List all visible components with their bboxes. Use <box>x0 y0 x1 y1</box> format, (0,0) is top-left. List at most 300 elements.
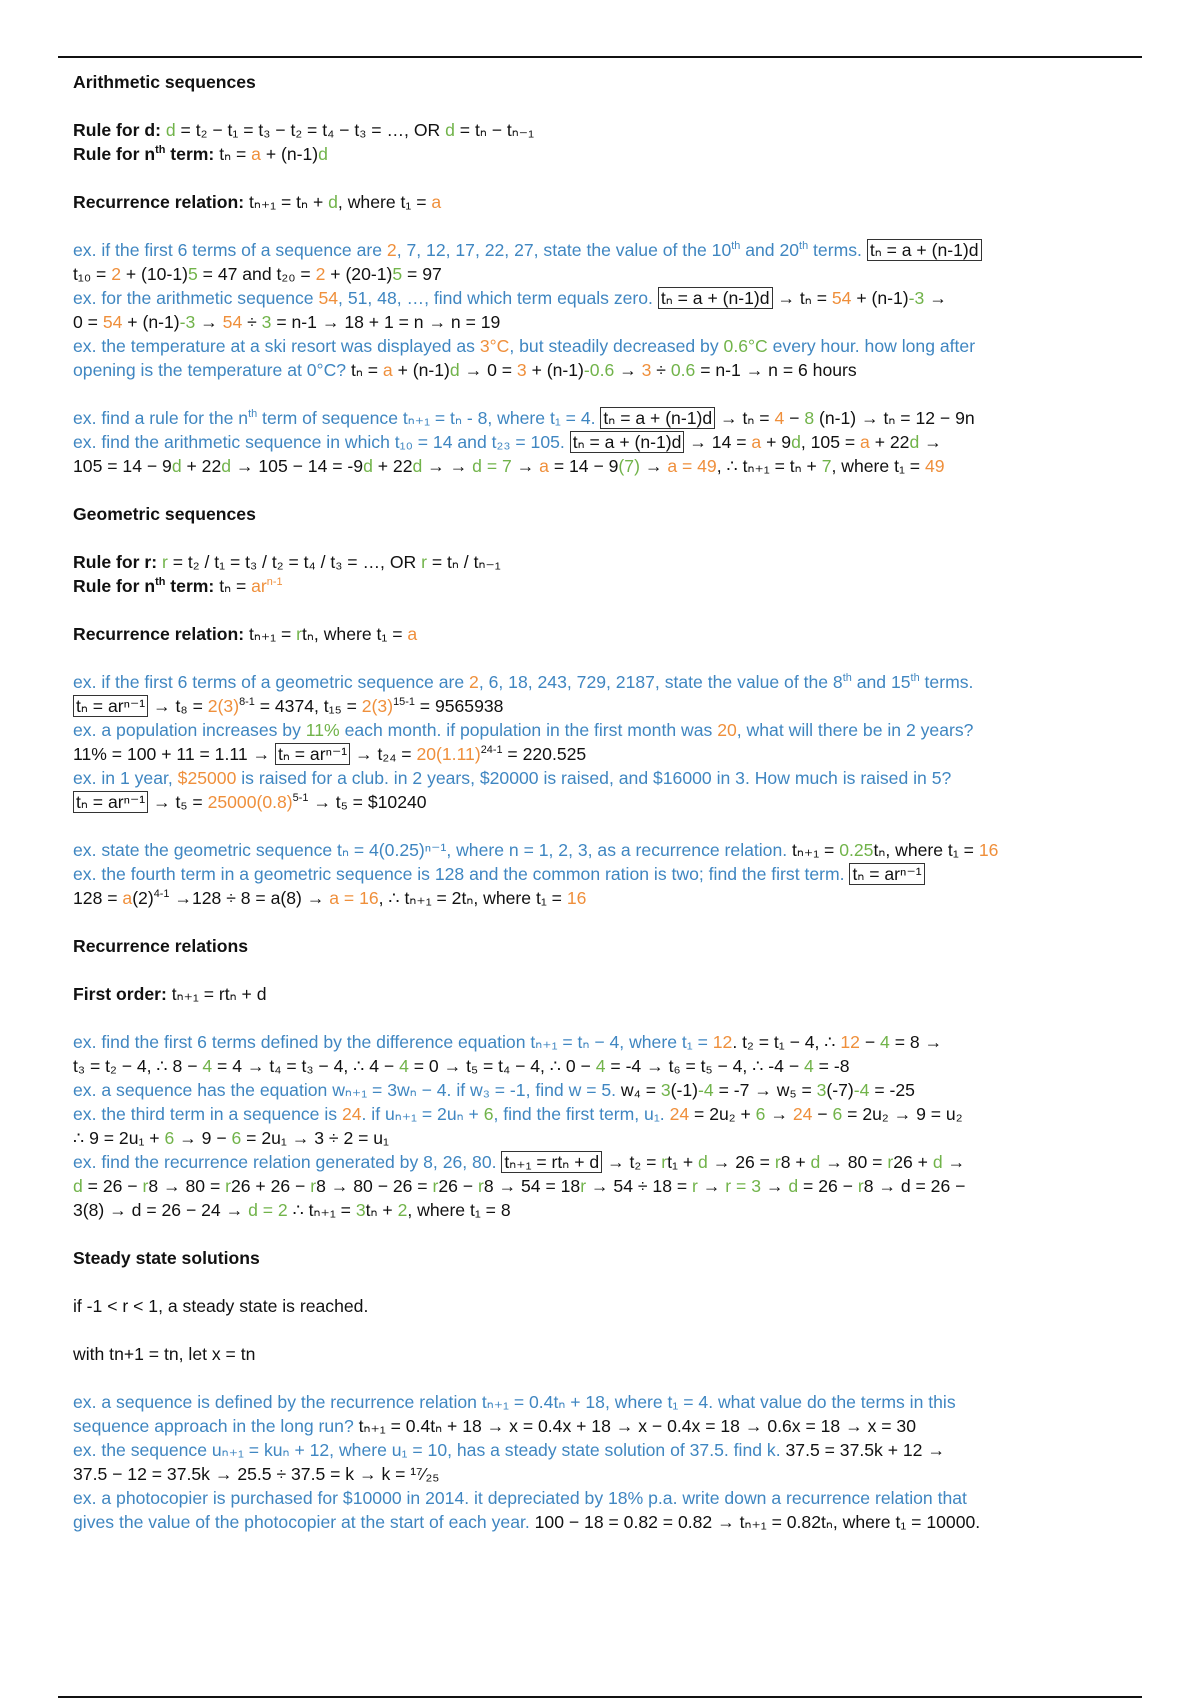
text-segment: 8 + <box>780 1152 811 1172</box>
text-segment: 3 <box>816 1080 827 1100</box>
text-segment: → <box>924 288 947 308</box>
text-segment: ÷ <box>651 360 671 380</box>
text-segment: ex. find the first 6 terms defined by the difference equation tₙ₊₁ = tₙ − 4, where t₁ = <box>73 1032 713 1052</box>
spacer <box>73 1006 1133 1030</box>
note-line <box>73 1102 1133 1126</box>
text-segment: + (n-1) <box>392 360 450 380</box>
text-segment: = t₂ − t₁ = t₃ − t₂ = t₄ − t₃ = …, OR <box>175 120 446 140</box>
text-segment: Arithmetic sequences <box>73 72 256 92</box>
text-segment: = 4 → t₄ = t₃ − 4, ∴ 4 − <box>212 1056 400 1076</box>
text-segment: 12 <box>840 1032 860 1052</box>
text-segment: = 0 → t₅ = t₄ − 4, ∴ 0 − <box>408 1056 596 1076</box>
text-segment: ex. for the arithmetic sequence <box>73 288 319 308</box>
text-segment: , 105 = <box>800 432 861 452</box>
text-segment: , ∴ tₙ₊₁ = tₙ + <box>716 456 822 476</box>
note-line <box>73 766 1133 790</box>
text-segment: sequence approach in the long run? <box>73 1416 359 1436</box>
text-segment: , where t₁ = <box>831 456 925 476</box>
text-segment: -4 <box>853 1080 870 1100</box>
text-segment: ex. a sequence has the equation wₙ₊₁ = 3wₙ − 4. if w₃ = -1, find w = 5. <box>73 1080 621 1100</box>
text-segment: is raised for a club. in 2 years, $20000 is raised, and $16000 in 3. How much is raised in 5? <box>236 768 952 788</box>
text-segment: tₙ, where t₁ = <box>302 624 408 644</box>
note-line <box>73 430 1133 454</box>
note-line <box>73 334 1133 358</box>
text-segment: ÷ <box>242 312 262 332</box>
text-segment: 11% = 100 + 11 = 1.11 → <box>73 744 275 764</box>
text-segment: 3°C <box>479 336 510 356</box>
text-segment: -3 <box>179 312 196 332</box>
text-segment: Recurrence relation: <box>73 624 249 644</box>
text-segment: r = 3 <box>725 1176 761 1196</box>
note-line <box>73 886 1133 910</box>
text-segment: tₙ = <box>219 144 252 164</box>
note-line <box>73 550 1133 574</box>
text-segment: → 26 = <box>707 1152 775 1172</box>
text-segment: → <box>697 1176 726 1196</box>
note-line <box>73 310 1133 334</box>
text-segment: = 2u₂ + <box>689 1104 756 1124</box>
text-segment: terms. <box>808 240 867 260</box>
text-segment: a <box>860 432 870 452</box>
note-line <box>73 1030 1133 1054</box>
text-segment: a <box>751 432 762 452</box>
text-segment: (2) <box>132 888 154 908</box>
text-segment: = 2u₂ → 9 = u₂ <box>842 1104 963 1124</box>
text-segment: -3 <box>908 288 925 308</box>
text-segment: → <box>195 312 223 332</box>
text-segment: , ∴ tₙ₊₁ = 2tₙ, where t₁ = <box>378 888 567 908</box>
text-segment: . if uₙ₊₁ = 2uₙ + <box>361 1104 484 1124</box>
text-segment: ex. the third term in a sequence is <box>73 1104 342 1124</box>
section-heading <box>73 934 1133 958</box>
text-segment: ∴ tₙ₊₁ = <box>287 1200 356 1220</box>
text-segment: 2 <box>315 264 326 284</box>
text-segment: terms. <box>919 672 974 692</box>
text-segment: 8 → 54 = 18 <box>483 1176 581 1196</box>
text-segment: (7) <box>618 456 640 476</box>
text-segment: 2 <box>111 264 121 284</box>
text-segment: , 7, 12, 17, 22, 27, state the value of the 10 <box>396 240 732 260</box>
spacer <box>73 1318 1133 1342</box>
text-segment: (-1) <box>670 1080 699 1100</box>
text-segment: ex. if the first 6 terms of a geometric sequence are <box>73 672 470 692</box>
text-segment: n-1 <box>266 576 283 589</box>
text-segment: → t₅ = $10240 <box>308 792 427 812</box>
text-segment: 6 <box>832 1104 843 1124</box>
text-segment: , but steadily decreased by <box>509 336 724 356</box>
text-segment: 16 <box>978 840 999 860</box>
text-segment: = -25 <box>869 1080 915 1100</box>
text-segment: → <box>511 456 540 476</box>
text-segment: ex. the temperature at a ski resort was displayed as <box>73 336 480 356</box>
text-segment: -0.6 <box>583 360 615 380</box>
text-segment: → t₂ = <box>602 1152 662 1172</box>
text-segment: + 9 <box>761 432 792 452</box>
text-segment: + (n-1) <box>122 312 180 332</box>
text-segment: tₙ₊₁ = 0.4tₙ + 18 → x = 0.4x + 18 → x − 0.4x = 18 → 0.6x = 18 → x = 30 <box>358 1416 916 1436</box>
note-line <box>73 1174 1133 1198</box>
text-segment: d <box>810 1152 821 1172</box>
note-line <box>73 406 1133 430</box>
text-segment: 7 <box>821 456 832 476</box>
spacer <box>73 910 1133 934</box>
note-line <box>73 862 1133 886</box>
text-segment: ∴ 9 = 2u₁ + <box>73 1128 165 1148</box>
text-segment: 100 − 18 = 0.82 = 0.82 → tₙ₊₁ = 0.82tₙ, where t₁ = 10000. <box>534 1512 981 1532</box>
text-segment: 8-1 <box>239 696 255 709</box>
text-segment: Recurrence relation: <box>73 192 249 212</box>
spacer <box>73 94 1133 118</box>
text-segment: 54 <box>222 312 243 332</box>
text-segment: th <box>155 576 166 589</box>
text-segment: th <box>799 240 809 253</box>
note-line <box>73 262 1133 286</box>
text-segment: gives the value of the photocopier at the start of each year. <box>73 1512 535 1532</box>
text-segment: tₙ₊₁ = rtₙ + d <box>171 984 267 1004</box>
text-segment: 4 <box>202 1056 213 1076</box>
text-segment: = tₙ − tₙ₋₁ <box>454 120 535 140</box>
text-segment: 24 <box>669 1104 690 1124</box>
text-segment: d <box>412 456 423 476</box>
text-segment: and 15 <box>851 672 911 692</box>
bottom-rule <box>58 1696 1142 1698</box>
text-segment: = 47 and t₂₀ = <box>197 264 316 284</box>
spacer <box>73 382 1133 406</box>
text-segment: 20 <box>717 720 737 740</box>
note-line <box>73 190 1133 214</box>
text-segment: = 26 − <box>798 1176 858 1196</box>
text-segment: r <box>661 1152 668 1172</box>
note-line <box>73 742 1133 766</box>
note-line <box>73 622 1133 646</box>
section-heading <box>73 70 1133 94</box>
text-segment: + (n-1) <box>526 360 584 380</box>
text-segment: 24 <box>792 1104 813 1124</box>
text-segment: ex. find the arithmetic sequence in which t₁₀ = 14 and t₂₃ = 105. <box>73 432 570 452</box>
formula-box: tₙ₊₁ = rtₙ + d <box>501 1151 602 1173</box>
text-segment: → → <box>422 456 473 476</box>
text-segment: Recurrence relations <box>73 936 249 956</box>
formula-box: tₙ = a + (n-1)d <box>867 239 982 261</box>
text-segment: = 9565938 <box>414 696 504 716</box>
formula-box: tₙ = a + (n-1)d <box>570 431 685 453</box>
section-heading <box>73 1246 1133 1270</box>
text-segment: d <box>909 432 920 452</box>
note-line <box>73 574 1133 598</box>
text-segment: 49 <box>924 456 945 476</box>
text-segment: 54 <box>318 288 339 308</box>
text-segment: 37.5 = 37.5k + 12 → <box>785 1440 945 1460</box>
text-segment: 128 = <box>73 888 123 908</box>
text-segment: → <box>765 1104 793 1124</box>
text-segment: 4 <box>595 1056 606 1076</box>
text-segment: ar <box>251 576 267 596</box>
text-segment: + (10-1) <box>120 264 188 284</box>
text-segment: 2(3) <box>207 696 240 716</box>
text-segment: th <box>842 672 852 685</box>
text-segment: r <box>857 1176 864 1196</box>
text-segment: d <box>791 432 801 452</box>
text-segment: opening is the temperature at 0°C? <box>73 360 351 380</box>
note-line <box>73 1150 1133 1174</box>
text-segment: → 54 ÷ 18 = <box>586 1176 693 1196</box>
text-segment: tₙ = <box>350 360 383 380</box>
text-segment: ex. the fourth term in a geometric sequence is 128 and the common ration is two; find the first term. <box>73 864 850 884</box>
text-segment: d <box>698 1152 708 1172</box>
text-segment: every hour. how long after <box>767 336 976 356</box>
text-segment: 25000(0.8) <box>207 792 293 812</box>
text-segment: Rule for r: <box>73 552 162 572</box>
text-segment: 8 → 80 − 26 = <box>316 1176 433 1196</box>
text-segment: 4-1 <box>153 888 170 901</box>
text-segment: 6 <box>231 1128 242 1148</box>
text-segment: = n-1 → n = 6 hours <box>695 360 857 380</box>
spacer <box>73 166 1133 190</box>
note-line <box>73 1054 1133 1078</box>
text-segment: ex. find a rule for the n <box>73 408 249 428</box>
note-line <box>73 1198 1133 1222</box>
text-segment: and 20 <box>740 240 800 260</box>
text-segment: t₃ = t₂ − 4, ∴ 8 − <box>73 1056 203 1076</box>
text-segment: d <box>449 360 460 380</box>
text-segment: $25000 <box>177 768 237 788</box>
text-segment: Rule for d: <box>73 120 166 140</box>
text-segment: d <box>221 456 232 476</box>
text-segment: →128 ÷ 8 = a(8) → <box>169 888 330 908</box>
note-line <box>73 454 1133 478</box>
text-segment: 0.25 <box>839 840 874 860</box>
text-segment: each month. if population in the first month was <box>339 720 718 740</box>
note-line <box>73 1438 1133 1462</box>
top-rule <box>58 56 1142 58</box>
text-segment: term: <box>165 576 220 596</box>
text-segment: = -4 → t₆ = t₅ − 4, ∴ -4 − <box>605 1056 804 1076</box>
text-segment: th <box>248 408 258 421</box>
text-segment: 0.6 <box>670 360 696 380</box>
text-segment: d <box>318 144 328 164</box>
text-segment: r <box>774 1152 781 1172</box>
text-segment: ex. find the recurrence relation generated by 8, 26, 80. <box>73 1152 502 1172</box>
text-segment: → tₙ = <box>715 408 775 428</box>
text-segment: = 2u₁ → 3 ÷ 2 = u₁ <box>241 1128 389 1148</box>
text-segment: a <box>407 624 418 644</box>
text-segment: d <box>328 192 338 212</box>
note-line <box>73 694 1133 718</box>
text-segment: a <box>539 456 549 476</box>
text-segment: d = 2 <box>248 1200 288 1220</box>
text-segment: r <box>225 1176 231 1196</box>
text-segment: = 8 → <box>889 1032 943 1052</box>
text-segment: r <box>421 552 427 572</box>
text-segment: = 14 − 9 <box>548 456 619 476</box>
text-segment: Rule for n <box>73 144 156 164</box>
text-segment: w₄ = <box>620 1080 661 1100</box>
text-segment: if -1 < r < 1, a steady state is reached. <box>73 1296 369 1316</box>
text-segment: ex. in 1 year, <box>73 768 178 788</box>
text-segment: 26 + 26 − <box>230 1176 311 1196</box>
text-segment: term of sequence tₙ₊₁ = tₙ - 8, where t₁ = 4. <box>257 408 601 428</box>
note-line <box>73 718 1133 742</box>
text-segment: 5 <box>392 264 403 284</box>
text-segment: First order: <box>73 984 172 1004</box>
text-segment: d <box>363 456 373 476</box>
text-segment: th <box>731 240 741 253</box>
text-segment: th <box>155 144 166 157</box>
text-segment: -4 <box>698 1080 714 1100</box>
note-line <box>73 1486 1133 1510</box>
spacer <box>73 1366 1133 1390</box>
text-segment: → 80 = <box>820 1152 888 1172</box>
text-segment: 3 <box>355 1200 366 1220</box>
text-segment: 2 <box>469 672 479 692</box>
text-segment: 26 + <box>893 1152 933 1172</box>
text-segment: tₙ + <box>365 1200 398 1220</box>
note-line <box>73 1510 1133 1534</box>
text-segment: − <box>784 408 805 428</box>
text-segment: + 22 <box>181 456 222 476</box>
spacer <box>73 814 1133 838</box>
text-segment: = n-1 → 18 + 1 = n → n = 19 <box>271 312 501 332</box>
text-segment: − <box>859 1032 881 1052</box>
text-segment: 20(1.11) <box>416 744 481 764</box>
text-segment: d <box>932 1152 943 1172</box>
text-segment: , 6, 18, 243, 729, 2187, state the value of the 8 <box>478 672 843 692</box>
note-line <box>73 982 1133 1006</box>
text-segment: 6 <box>755 1104 766 1124</box>
text-segment: + (n-1) <box>851 288 909 308</box>
text-segment: → <box>614 360 642 380</box>
text-segment: 11% <box>305 720 340 740</box>
spacer <box>73 1270 1133 1294</box>
text-segment: d <box>445 120 455 140</box>
formula-box: tₙ = a + (n-1)d <box>658 287 773 309</box>
text-segment: → 14 = <box>684 432 752 452</box>
text-segment: 26 − <box>438 1176 478 1196</box>
text-segment: → tₙ = <box>772 288 832 308</box>
text-segment: → 9 − <box>174 1128 232 1148</box>
text-segment: = tₙ / tₙ₋₁ <box>426 552 501 572</box>
text-segment: → <box>919 432 942 452</box>
text-segment: a <box>382 360 393 380</box>
text-segment: Geometric sequences <box>73 504 256 524</box>
note-line <box>73 670 1133 694</box>
text-segment: 8 → 80 = <box>148 1176 226 1196</box>
text-segment: − <box>812 1104 833 1124</box>
text-segment: 3 <box>516 360 527 380</box>
text-segment: r <box>432 1176 439 1196</box>
text-segment: → 105 − 14 = -9 <box>231 456 364 476</box>
spacer <box>73 1222 1133 1246</box>
text-segment: a <box>122 888 133 908</box>
text-segment: Rule for n <box>73 576 156 596</box>
text-segment: t₁ + <box>667 1152 699 1172</box>
spacer <box>73 598 1133 622</box>
text-segment: = t₂ / t₁ = t₃ / t₂ = t₄ / t₃ = …, OR <box>167 552 422 572</box>
text-segment: = 4374, t₁₅ = <box>254 696 362 716</box>
text-segment: 8 <box>804 408 815 428</box>
note-line <box>73 358 1133 382</box>
text-segment: (-7) <box>826 1080 854 1100</box>
text-segment: ex. a photocopier is purchased for $10000 in 2014. it depreciated by 18% p.a. write down a recurrence relation that <box>73 1488 967 1508</box>
text-segment: r <box>580 1176 587 1196</box>
text-segment: tₙ₊₁ = <box>792 840 840 860</box>
text-segment: 0.6°C <box>723 336 768 356</box>
text-segment: 5-1 <box>292 792 309 805</box>
text-segment: → <box>639 456 668 476</box>
note-line <box>73 1342 1133 1366</box>
text-segment: 4 <box>803 1056 814 1076</box>
text-segment: t₁₀ = <box>73 264 112 284</box>
text-segment: + 22 <box>372 456 413 476</box>
text-segment: a <box>431 192 442 212</box>
text-segment: r <box>310 1176 317 1196</box>
text-segment: 6 <box>164 1128 175 1148</box>
formula-box: tₙ = arⁿ⁻¹ <box>73 791 148 813</box>
text-segment: r <box>161 552 168 572</box>
text-segment: 37.5 − 12 = 37.5k → 25.5 ÷ 37.5 = k → k = ¹⁷⁄₂₅ <box>73 1464 440 1484</box>
text-segment: , where t₁ = 8 <box>407 1200 511 1220</box>
text-segment: d <box>788 1176 799 1196</box>
spacer <box>73 478 1133 502</box>
text-segment: th <box>910 672 920 685</box>
note-line <box>73 1126 1133 1150</box>
formula-box: tₙ = arⁿ⁻¹ <box>73 695 148 717</box>
text-segment: a = 16 <box>329 888 379 908</box>
text-segment: r <box>296 624 303 644</box>
text-segment: d <box>165 120 176 140</box>
text-segment: 3 <box>261 312 272 332</box>
text-segment: (n-1) → tₙ = 12 − 9n <box>814 408 975 428</box>
spacer <box>73 646 1133 670</box>
text-segment: . t₂ = t₁ − 4, ∴ <box>732 1032 841 1052</box>
text-segment: tₙ₊₁ = <box>249 624 297 644</box>
note-line <box>73 790 1133 814</box>
text-segment: with tn+1 = tn, let x = tn <box>73 1344 256 1364</box>
note-line <box>73 838 1133 862</box>
text-segment: 105 = 14 − 9 <box>73 456 172 476</box>
text-segment: d <box>73 1176 83 1196</box>
text-segment: d <box>171 456 182 476</box>
text-segment: = 26 − <box>82 1176 143 1196</box>
text-segment: term: <box>165 144 220 164</box>
formula-box: tₙ = arⁿ⁻¹ <box>849 863 924 885</box>
spacer <box>73 526 1133 550</box>
text-segment: ex. a sequence is defined by the recurrence relation tₙ₊₁ = 0.4tₙ + 18, where t₁ = 4. what value do the terms in this <box>73 1392 956 1412</box>
text-segment: 54 <box>831 288 852 308</box>
note-line <box>73 142 1133 166</box>
note-line <box>73 1078 1133 1102</box>
note-line <box>73 238 1133 262</box>
text-segment: 3 <box>641 360 652 380</box>
note-line <box>73 1294 1133 1318</box>
text-segment: tₙ₊₁ = tₙ + <box>249 192 329 212</box>
text-segment: 4 <box>774 408 785 428</box>
text-segment: ex. if the first 6 terms of a sequence are <box>73 240 387 260</box>
spacer <box>73 958 1133 982</box>
text-segment: → t₅ = <box>148 792 208 812</box>
note-line <box>73 118 1133 142</box>
text-segment: → <box>942 1152 966 1172</box>
text-segment: = -7 → w₅ = <box>713 1080 817 1100</box>
text-segment: d = 7 <box>472 456 512 476</box>
text-segment: = -8 <box>813 1056 850 1076</box>
text-segment: tₙ, where t₁ = <box>873 840 979 860</box>
text-segment: , where t₁ = <box>337 192 432 212</box>
text-segment: r <box>477 1176 484 1196</box>
text-segment: ex. state the geometric sequence tₙ = 4(0.25)ⁿ⁻¹, where n = 1, 2, 3, as a recurrence relation. <box>73 840 793 860</box>
text-segment: → <box>760 1176 789 1196</box>
text-segment: tₙ = <box>219 576 252 596</box>
